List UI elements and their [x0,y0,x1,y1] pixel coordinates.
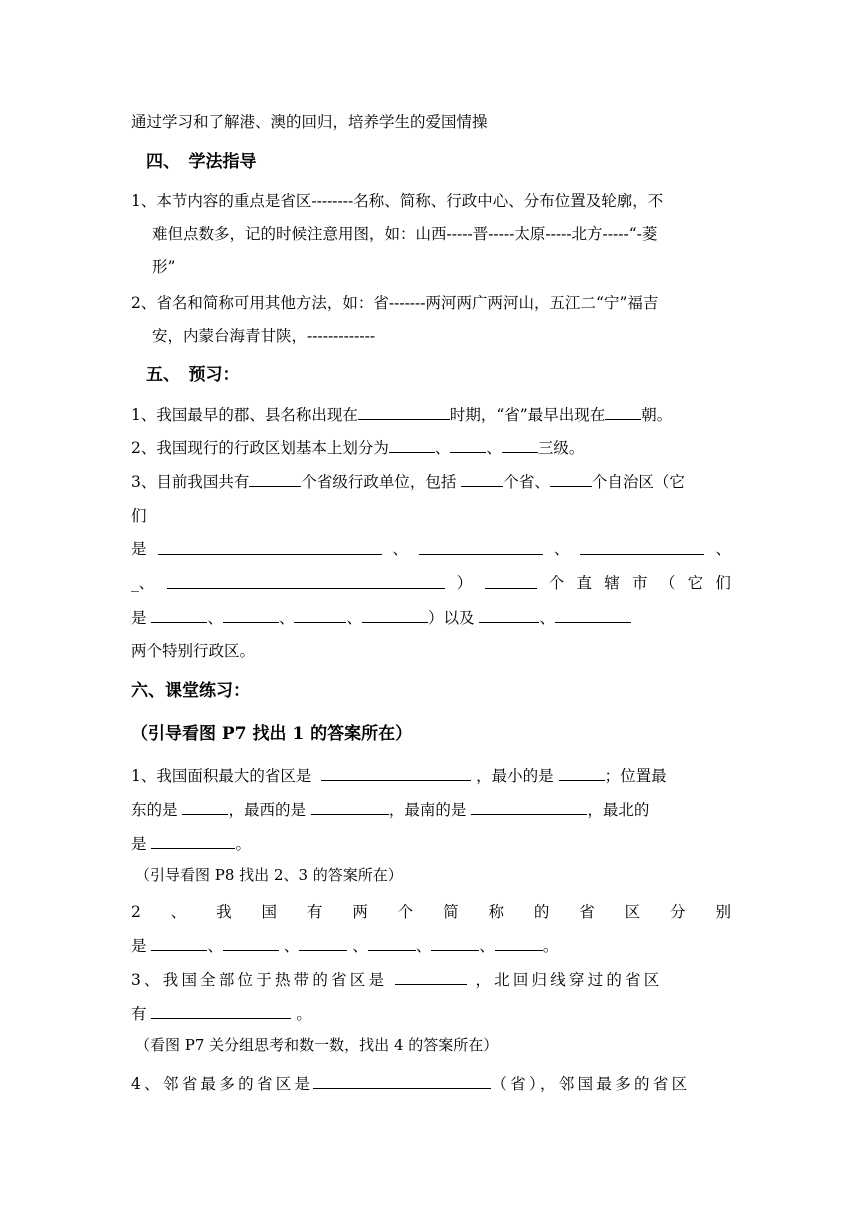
blank[interactable] [358,403,450,420]
q3d-w4: 市 [632,574,648,592]
s6-e1-line1 [131,764,731,787]
q3-text-c: 个省、 [503,473,550,491]
q3-text-b: 个省级行政单位，包括 [301,473,457,491]
e2-w3: 我 [216,903,232,921]
guide-1: （引导看图 P7 找出 1 的答案所在） [131,724,413,744]
q3c-sep-2: 、 [553,540,570,558]
q2-sep-2: 、 [486,439,502,457]
q2-text-b: 三级。 [537,439,585,457]
e2-w6: 两 [352,903,368,921]
q3d-w6: 它 [687,574,704,592]
e4-text-a: 4、邻省最多的省区是 [131,1075,314,1093]
q3d-text-b: ） [456,574,473,592]
e2b-text-a: 是 [131,937,147,955]
e4-text-b: （省），邻国最多的省区 [491,1075,691,1093]
s6-e3-line2 [131,1002,731,1025]
e1c-text-a: 是 [131,835,147,853]
e2-w12: 区 [624,903,641,921]
blank[interactable] [311,798,389,815]
blank[interactable] [151,832,235,849]
s4-p2-line2: 安，内蒙台海青甘陕，------------- [152,327,376,345]
s5-q2 [131,436,731,459]
s6-e2-line2 [131,934,731,957]
e2-w7: 个 [397,903,414,921]
s5-q3-line2: 们 [131,507,147,525]
s6-e3-line1 [131,968,731,991]
blank[interactable] [495,934,543,951]
blank[interactable] [450,436,486,453]
e2b-sep-5: 、 [479,937,495,955]
blank[interactable] [471,798,587,815]
s5-q3-line6: 两个特别行政区。 [131,642,256,660]
e2-w8: 简 [443,903,459,921]
blank[interactable] [461,470,503,487]
blank[interactable] [223,934,279,951]
s5-q3-line5 [131,606,731,629]
e2b-sep-1: 、 [207,937,223,955]
blank[interactable] [395,968,467,985]
e1a-text-a: 1、我国面积最大的省区是 [131,767,312,785]
blank[interactable] [479,606,539,623]
e1a-text-c: ；位置最 [604,767,667,785]
e3b-text-a: 有 [131,1005,147,1023]
blank[interactable] [605,403,641,420]
q3-text-d: 个自治区（它 [591,473,685,491]
blank[interactable] [321,764,471,781]
blank[interactable] [249,470,301,487]
blank[interactable] [151,606,207,623]
blank[interactable] [223,606,279,623]
blank[interactable] [389,436,435,453]
q1-text-b: 时期，“省”最早出现在 [449,406,606,424]
q3e-sep-1: 、 [207,609,223,627]
blank[interactable] [559,764,605,781]
s6-e2-line1 [131,901,731,923]
e2b-end: 。 [542,937,559,955]
q3e-sep-3: 、 [346,609,362,627]
guide-2: （引导看图 P8 找出 2、3 的答案所在） [135,866,403,884]
blank[interactable] [158,538,382,555]
s4-p2-line1: 2、省名和简称可用其他方法，如：省-------两河两广两河山，五江二“宁”福吉 [131,294,659,312]
blank[interactable] [294,606,346,623]
q3d-w3: 辖 [604,574,620,592]
blank[interactable] [555,606,631,623]
q3e-sep-2: 、 [278,609,295,627]
e2-w11: 省 [579,903,595,921]
q3d-w7: 们 [715,574,731,592]
e2-w2: 、 [170,903,187,921]
e1b-text-b: ，最西的是 [228,801,306,819]
blank[interactable] [431,934,479,951]
blank[interactable] [502,436,538,453]
e2-w13: 分 [670,903,686,921]
blank[interactable] [182,798,228,815]
e2b-sep-3: 、 [352,937,368,955]
q3d-w2: 直 [576,574,593,592]
e2b-sep-2: 、 [283,937,300,955]
e1b-text-c: ，最南的是 [388,801,467,819]
blank[interactable] [299,934,347,951]
blank[interactable] [151,934,207,951]
section-6-title: 六、课堂练习： [131,681,250,701]
q1-text-a: 1、我国最早的郡、县名称出现在 [131,406,358,424]
e3a-text-a: 3、我国全部位于热带的省区是 [131,971,388,989]
s6-e1-line3 [131,832,731,855]
q3d-text-a: _、 [131,574,155,592]
s4-p1-line1: 1、本节内容的重点是省区--------名称、简称、行政中心、分布位置及轮廓，不 [131,192,664,210]
q3e-sep-4: 、 [539,609,555,627]
q3c-text-a: 是 [131,540,147,558]
q3e-text-b: ）以及 [428,609,475,627]
q3d-w1: 个 [548,574,565,592]
e2-w5: 有 [306,903,323,921]
s4-p1-line2: 难但点数多，记的时候注意用图，如：山西-----晋-----太原-----北方-----“-菱 [152,225,658,243]
s5-q1 [131,403,731,426]
q1-text-c: 朝。 [641,406,673,424]
blank[interactable] [362,606,428,623]
section-4-title: 四、 学法指导 [146,152,257,172]
q3-text-a: 3、目前我国共有 [131,473,250,491]
e3b-text-b: 。 [296,1005,312,1023]
blank[interactable] [485,572,537,589]
q3c-sep-1: 、 [392,540,408,558]
intro-text: 通过学习和了解港、澳的回归，培养学生的爱国情操 [131,113,488,131]
q2-sep-1: 、 [434,439,451,457]
e3a-text-b: ，北回归线穿过的省区 [475,971,663,989]
s5-q3-line1 [131,470,731,493]
blank[interactable] [151,1002,291,1019]
section-5-title: 五、 预习： [146,365,240,385]
e1b-text-a: 东的是 [131,801,178,819]
blank[interactable] [313,1072,491,1089]
s6-e4 [131,1072,731,1095]
e2-w1: 2 [131,903,141,921]
s5-q3-line4 [131,572,731,594]
q3e-text-a: 是 [131,609,147,627]
e2-w9: 称 [488,903,504,921]
blank[interactable] [368,934,416,951]
e1c-text-b: 。 [235,835,251,853]
e2-w14: 别 [715,903,731,921]
blank[interactable] [419,538,543,555]
q3c-sep-3: 、 [715,540,731,558]
s5-q3-line3 [131,538,731,560]
e2-w4: 国 [261,903,278,921]
e1a-text-b: ，最小的是 [476,767,554,785]
e1b-text-d: ，最北的 [587,801,650,819]
s6-e1-line2 [131,798,731,821]
blank[interactable] [167,572,445,589]
guide-3: （看图 P7 关分组思考和数一数，找出 4 的答案所在） [135,1036,499,1054]
e2-w10: 的 [533,903,550,921]
q3d-w5: （ [659,574,676,592]
s4-p1-line3: 形” [152,258,176,276]
e2b-sep-4: 、 [415,937,432,955]
q2-text-a: 2、我国现行的行政区划基本上划分为 [131,439,389,457]
blank[interactable] [550,470,592,487]
blank[interactable] [580,538,704,555]
